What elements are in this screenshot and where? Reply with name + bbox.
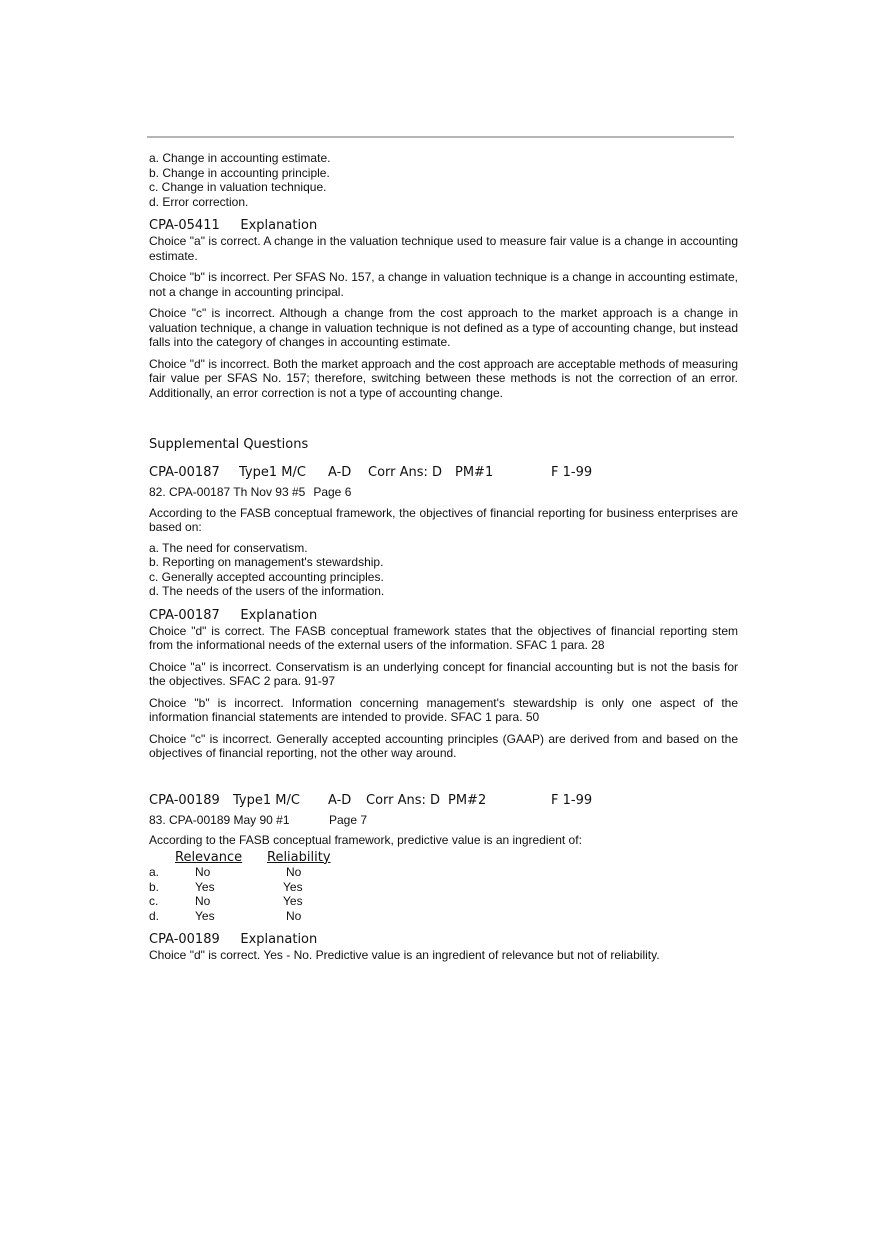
q3-question: According to the FASB conceptual framework, predictive value is an ingredient of: [149, 833, 582, 847]
option-a: a. The need for conservatism. [149, 540, 308, 555]
header-rule [147, 136, 734, 138]
q2-explanation-c: Choice "c" is incorrect. Generally accepted accounting principles (GAAP) are derived from and based on the objectives of financial reporting, not the other way around. [149, 731, 738, 760]
q2-pm: PM#1 [455, 465, 494, 480]
q2-type: Type1 M/C [239, 465, 306, 480]
q3-explanation-d: Choice "d" is correct. Yes - No. Predictive value is an ingredient of relevance but not of reliability. [149, 948, 660, 962]
q3-type: Type1 M/C [233, 792, 300, 808]
q2-explanation-d: Choice "d" is correct. The FASB conceptual framework states that the objectives of financial reporting stem from the informational needs of the external users of the information. SFAC 1 para. 28 [149, 623, 738, 652]
option-d: d. The needs of the users of the information. [149, 584, 385, 598]
q2-form: F 1-99 [551, 465, 593, 480]
q3-range: A-D [328, 792, 352, 808]
relevance-cell: Yes [195, 908, 215, 923]
option-b: b. Reporting on management's stewardship. [149, 555, 384, 569]
option-d: d. Error correction. [149, 194, 249, 209]
q1-options [149, 151, 738, 209]
q1-explanation-a: Choice "a" is correct. A change in the valuation technique used to measure fair value is a change in accounting estimate. [149, 234, 738, 263]
table-row [149, 894, 331, 909]
row-label: a. [149, 865, 160, 879]
row-label: d. [149, 908, 160, 923]
q2-explanation-b: Choice "b" is incorrect. Information concerning management's stewardship is only one aspect of the information financial statements are intended to provide. SFAC 1 para. 50 [149, 695, 738, 724]
q2-header [149, 465, 738, 481]
table-row [149, 880, 331, 895]
reliability-cell: No [286, 908, 302, 923]
q2-options [149, 541, 738, 599]
q2-number: 82. CPA-00187 Th Nov 93 #5 [149, 485, 306, 499]
q2-id: CPA-00187 [149, 465, 220, 480]
q2-answer: Corr Ans: D [368, 465, 443, 480]
reliability-cell: Yes [283, 879, 303, 894]
q1-explanation-c: Choice "c" is incorrect. Although a change from the cost approach to the market approach is a change in valuation technique, a change in valuation technique is not defined as a type of accounting change, but instead falls into the category of changes in accounting estimate. [149, 306, 738, 349]
q2-range: A-D [328, 465, 352, 480]
relevance-reliability-table [149, 851, 331, 924]
q2-question: According to the FASB conceptual framework, the objectives of financial reporting for business enterprises are based on: [149, 505, 738, 534]
relevance-cell: Yes [195, 879, 215, 894]
q3-number: 83. CPA-00189 May 90 #1 [149, 812, 290, 827]
reliability-cell: Yes [283, 894, 303, 908]
supplemental-heading: Supplemental Questions [149, 437, 309, 452]
q3-form: F 1-99 [551, 792, 593, 808]
q3-answer: Corr Ans: D [366, 792, 441, 808]
option-c: c. Change in valuation technique. [149, 180, 327, 194]
q1-explanation-heading: CPA-05411 Explanation [149, 218, 318, 233]
relevance-cell: No [195, 894, 211, 908]
table-row [149, 909, 331, 924]
document-page [149, 151, 738, 970]
option-c: c. Generally accepted accounting principles. [149, 569, 384, 584]
table-header-row [149, 851, 331, 866]
q3-header [149, 793, 738, 809]
q3-explanation-heading: CPA-00189 Explanation [149, 932, 318, 947]
column-header-reliability: Reliability [267, 849, 331, 865]
q2-explanation-a: Choice "a" is incorrect. Conservatism is an underlying concept for financial accounting but is not the basis for the objectives. SFAC 2 para. 91-97 [149, 659, 738, 688]
q1-explanation-d: Choice "d" is incorrect. Both the market approach and the cost approach are acceptable methods of measuring fair value per SFAS No. 157; therefore, switching between these methods is not the correction of an error. Additionally, an error correction is not a type of accounting change. [149, 356, 738, 400]
q3-meta [149, 813, 738, 828]
relevance-cell: No [195, 865, 211, 879]
q3-id: CPA-00189 [149, 792, 220, 808]
row-label: b. [149, 879, 160, 894]
q2-explanation-heading: CPA-00187 Explanation [149, 607, 318, 623]
row-label: c. [149, 894, 159, 908]
column-header-relevance: Relevance [175, 849, 243, 865]
q1-explanation-b: Choice "b" is incorrect. Per SFAS No. 157, a change in valuation technique is a change in accounting estimate, not a change in accounting principal. [149, 270, 738, 299]
table-row [149, 865, 331, 880]
option-a: a. Change in accounting estimate. [149, 151, 331, 165]
q3-pm: PM#2 [448, 792, 487, 808]
reliability-cell: No [286, 865, 302, 879]
q3-page: Page 7 [329, 812, 368, 827]
option-b: b. Change in accounting principle. [149, 165, 330, 180]
q2-page: Page 6 [313, 485, 352, 499]
q2-meta [149, 485, 738, 500]
